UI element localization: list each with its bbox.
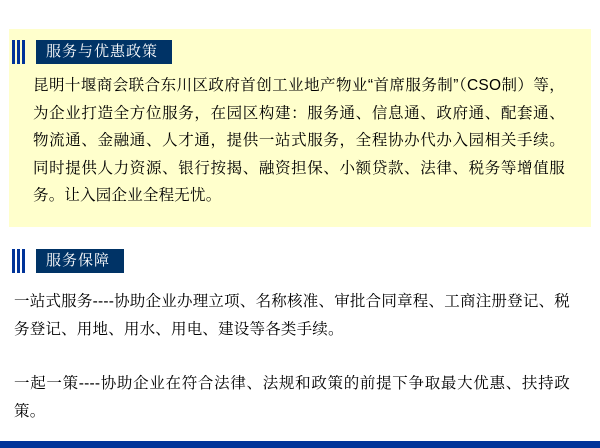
section-heading-services-policy <box>12 40 172 64</box>
section-heading-label: 服务保障 <box>36 249 124 273</box>
heading-bars-icon <box>12 249 32 273</box>
section-heading-service-guarantee <box>12 249 124 273</box>
heading-bars-icon <box>12 40 32 64</box>
section-heading-label: 服务与优惠政策 <box>36 40 172 64</box>
bottom-accent-rule <box>0 441 600 448</box>
section-2-paragraph-2: 一起一策----协助企业在符合法律、法规和政策的前提下争取最大优惠、扶持政策。 <box>14 375 570 420</box>
section-2-paragraph-1: 一站式服务----协助企业办理立项、名称核准、审批合同章程、工商注册登记、税务登记、用地、用水、用电、建设等各类手续。 <box>14 293 570 338</box>
section-1-paragraph: 昆明十堰商会联合东川区政府首创工业地产物业“首席服务制”（CSO制）等，为企业打造全方位服务，在园区构建：服务通、信息通、政府通、配套通、物流通、金融通、人才通，提供一站式服务，全程协办代办入园相关手续。同时提供人力资源、银行按揭、融资担保、小额贷款、法律、税务等增值服务。让入园企业全程无忧。 <box>33 77 565 204</box>
